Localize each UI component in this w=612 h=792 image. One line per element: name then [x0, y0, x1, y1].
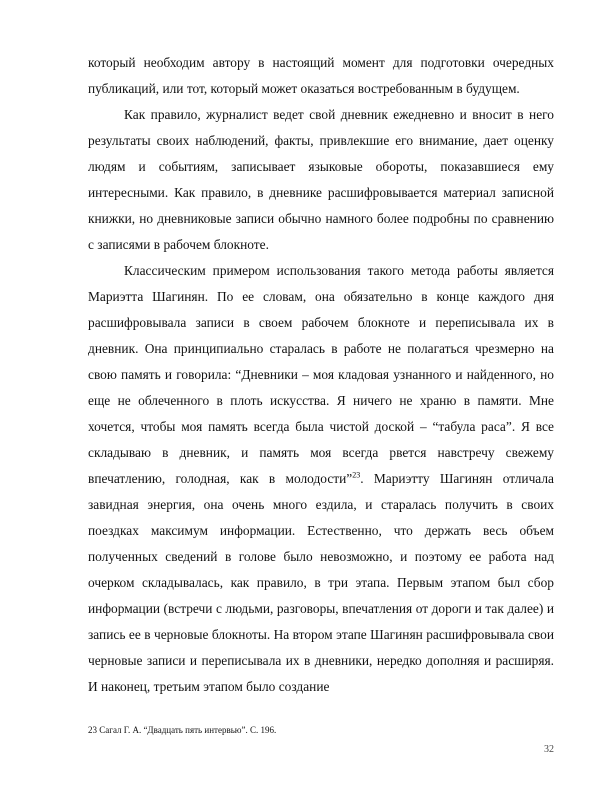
footnote [88, 724, 558, 736]
paragraph [88, 50, 554, 102]
footnote-text: Сагал Г. А. “Двадцать пять интервью”. С. 196. [97, 725, 277, 735]
paragraph [88, 102, 554, 258]
page-number: 32 [544, 744, 554, 755]
paragraph [88, 258, 554, 700]
body-text [88, 50, 554, 700]
paragraph-text: Как правило, журналист ведет свой дневник ежедневно и вносит в него результаты своих наблюдений, факты, привлекшие его внимание, дает оценку людям и событиям, записывает языковые обороты, показавшиеся ему интересными. Как правило, в дневнике расшифровывается материал записной книжки, но дневниковые записи обычно намного более подробны по сравнению с записями в рабочем блокноте. [88, 107, 554, 252]
footnote-number: 23 [88, 725, 97, 735]
footnote-reference: 23 [352, 470, 361, 480]
paragraph-text: . Мариэтту Шагинян отличала завидная энергия, она очень много ездила, и старалась получить в своих поездках максимум информации. Естественно, что держать весь объем полученных сведений в голове было невозможно, и поэтому ее работа над очерком складывалась, как правило, в три этапа. Первым этапом был сбор информации (встречи с людьми, разговоры, впечатления от дороги и так далее) и запись ее в черновые блокноты. На втором этапе Шагинян расшифровывала свои черновые записи и переписывала их в дневники, нередко дополняя и расширяя. И наконец, третьим этапом было создание [88, 471, 554, 694]
paragraph-text: Классическим примером использования такого метода работы является Мариэтта Шагинян. По ее словам, она обязательно в конце каждого дня расшифровывала записи в своем рабочем блокноте и переписывала их в дневник. Она принципиально старалась в работе не полагаться чрезмерно на свою память и говорила: “Дневники – моя кладовая узнанного и найденного, но еще не облеченного в плоть искусства. Я ничего не храню в памяти. Мне хочется, чтобы моя память всегда была чистой доской – “табула раса”. Я все складываю в дневник, и память моя всегда рвется навстречу свежему впечатлению, голодная, как в молодости” [88, 263, 554, 486]
paragraph-text: который необходим автору в настоящий момент для подготовки очередных публикаций, или тот, который может оказаться востребованным в будущем. [88, 55, 554, 96]
